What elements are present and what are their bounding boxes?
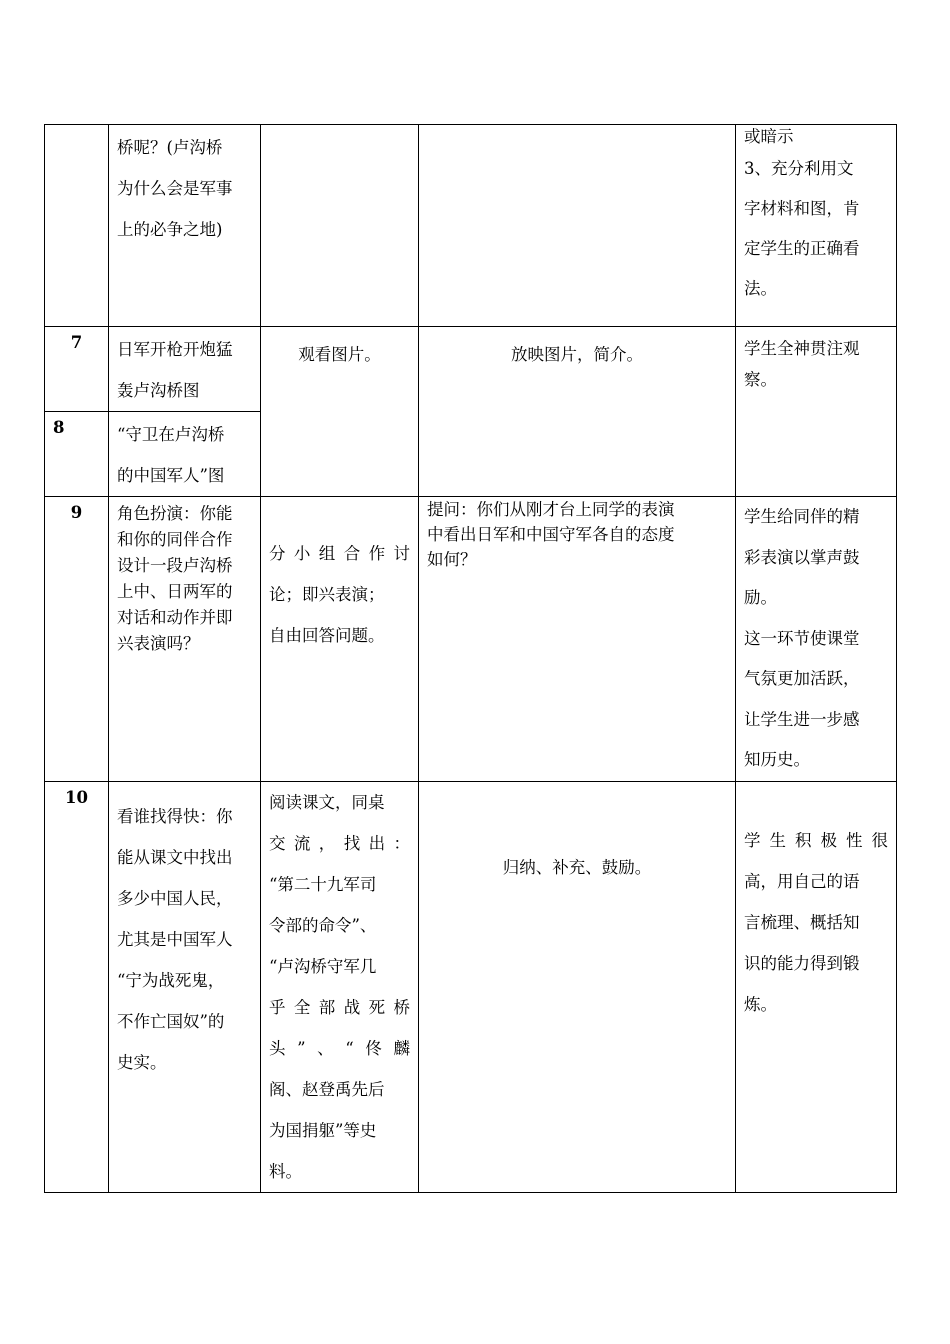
text-line: 励。 (744, 588, 777, 607)
text-line: 上的必争之地) (117, 220, 223, 239)
text-line: “宁为战死鬼， (117, 971, 225, 990)
text-line: 让学生进一步感 (744, 709, 860, 729)
text-line: 能从课文中找出 (117, 848, 233, 867)
text-line: 不作亡国奴”的 (117, 1012, 225, 1031)
text-line: 自由回答问题。 (269, 626, 385, 645)
text-line: 为什么会是军事 (117, 179, 233, 198)
text-line: 对话和动作并即 (117, 608, 233, 627)
text-line: 学生全神贯注观 (744, 339, 860, 358)
student-activity-cell (261, 327, 419, 497)
text-line: 这一环节使课堂 (744, 628, 860, 648)
content-cell (109, 125, 261, 327)
text-line: 或暗示 (744, 127, 794, 146)
text-line: 交流，找出： (269, 834, 410, 853)
teacher-activity-cell (419, 125, 736, 327)
text-line: 定学生的正确看 (744, 239, 860, 258)
text-line: 桥呢？(卢沟桥 (117, 138, 223, 157)
student-activity-cell (261, 782, 419, 1193)
teacher-activity-cell (419, 327, 736, 497)
text-line: 令部的命令”、 (269, 916, 377, 935)
text-line: 阁、赵登禹先后 (269, 1080, 385, 1099)
text-line: 上中、日两军的 (117, 582, 233, 601)
teacher-activity-cell (419, 782, 736, 1193)
text-line: 学生给同伴的精 (744, 507, 860, 526)
text-line: 提问：你们从刚才台上同学的表演 (427, 500, 675, 519)
text-line: 角色扮演：你能 (117, 504, 233, 523)
text-line: 轰卢沟桥图 (117, 381, 200, 400)
text-line: 归纳、补充、鼓励。 (502, 858, 652, 877)
student-activity-cell (261, 497, 419, 782)
row-number-cell (45, 125, 109, 327)
text-line: 多少中国人民， (117, 889, 233, 908)
text-line: “卢沟桥守军几 (269, 957, 377, 976)
notes-cell (736, 782, 897, 1193)
table-row (45, 782, 897, 1193)
text-line: 学生积极性很 (744, 831, 888, 850)
text-line: 中看出日军和中国守军各自的态度 (427, 525, 675, 544)
content-cell (109, 782, 261, 1193)
text-line: 高，用自己的语 (744, 872, 860, 891)
notes-cell (736, 327, 897, 497)
text-line: 和你的同伴合作 (117, 530, 233, 549)
row-number-cell: 7 (45, 327, 109, 412)
table-row (45, 327, 897, 412)
text-line: 知历史。 (744, 750, 810, 769)
text-line: 的中国军人”图 (117, 466, 225, 485)
row-number-cell: 10 (45, 782, 109, 1193)
text-line: 法。 (744, 279, 777, 298)
content-cell (109, 327, 261, 412)
text-line: 乎全部战死桥 (269, 998, 410, 1017)
row-number-cell: 9 (45, 497, 109, 782)
content-cell (109, 497, 261, 782)
text-line: 观看图片。 (298, 345, 381, 364)
text-line: “第二十九军司 (269, 875, 377, 894)
table-row (45, 125, 897, 327)
text-line: 论；即兴表演； (269, 585, 385, 604)
text-line: 尤其是中国军人 (117, 930, 233, 949)
text-line: 3、充分利用文 (744, 159, 854, 178)
notes-cell (736, 497, 897, 782)
notes-cell (736, 125, 897, 327)
text-line: 彩表演以掌声鼓 (744, 547, 860, 567)
student-activity-cell (261, 125, 419, 327)
text-line: 识的能力得到锻 (744, 954, 860, 973)
text-line: 放映图片，简介。 (511, 345, 643, 364)
text-line: 字材料和图，肯 (744, 199, 860, 218)
text-line: 言梳理、概括知 (744, 913, 860, 932)
text-line: 炼。 (744, 995, 777, 1014)
row-number-cell: 8 (45, 412, 109, 497)
text-line: 料。 (269, 1162, 302, 1181)
text-line: 看谁找得快：你 (117, 807, 233, 826)
text-line: 察。 (744, 370, 777, 389)
text-line: 为国捐躯”等史 (269, 1121, 377, 1140)
table-row (45, 497, 897, 782)
text-line: 史实。 (117, 1053, 167, 1072)
text-line: 日军开枪开炮猛 (117, 340, 233, 359)
content-cell (109, 412, 261, 497)
text-line: “守卫在卢沟桥 (117, 425, 225, 444)
text-line: 设计一段卢沟桥 (117, 556, 233, 575)
teacher-activity-cell (419, 497, 736, 782)
text-line: 如何？ (427, 550, 477, 569)
text-line: 阅读课文，同桌 (269, 793, 385, 812)
text-line: 兴表演吗？ (117, 634, 200, 653)
text-line: 头”、“佟麟 (269, 1039, 410, 1058)
text-line: 气氛更加活跃， (744, 669, 860, 688)
text-line: 分小组合作讨 (269, 544, 410, 563)
lesson-plan-table (44, 124, 897, 1193)
